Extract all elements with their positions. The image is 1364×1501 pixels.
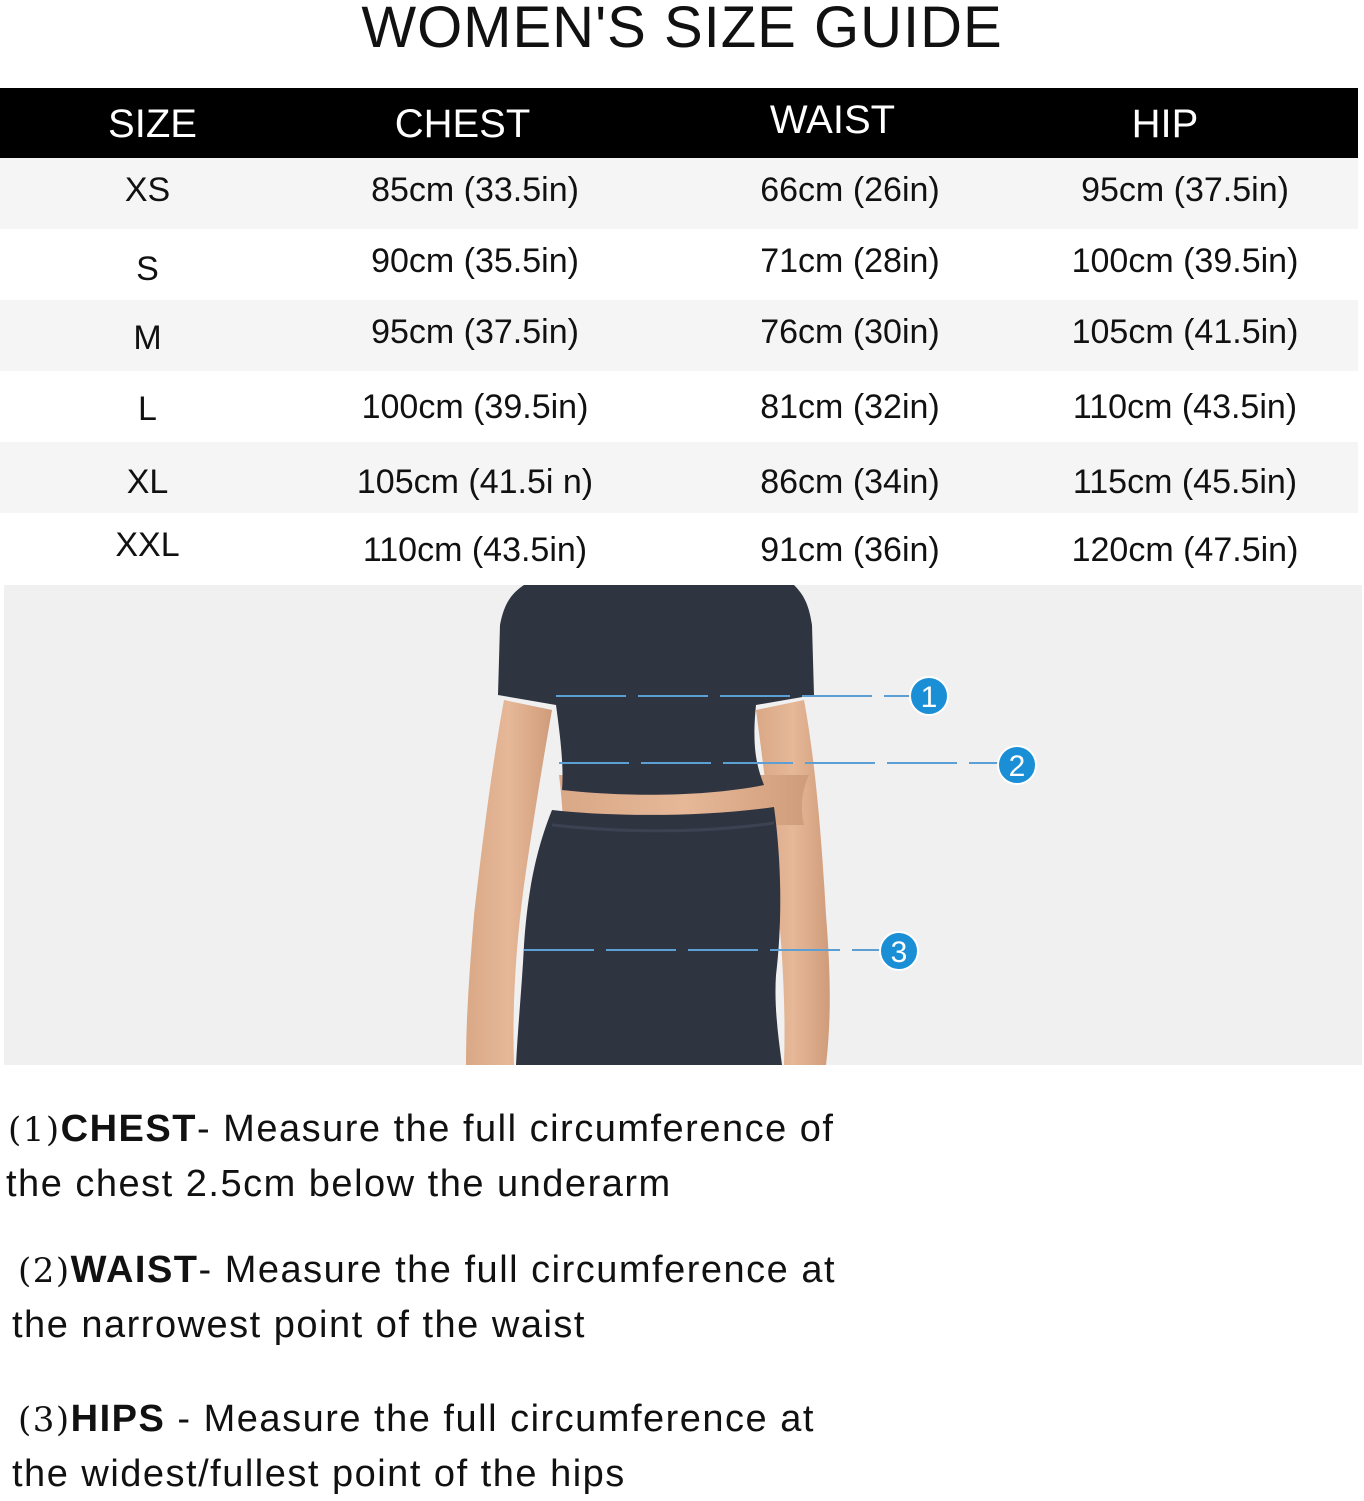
note-line2: the chest 2.5cm below the underarm — [6, 1163, 672, 1205]
hip-cell: 105cm (41.5in) — [1071, 313, 1299, 351]
page-title: WOMEN'S SIZE GUIDE — [361, 0, 1003, 60]
note-text: - Measure the full circumference of — [196, 1108, 835, 1150]
marker-2-label: 2 — [1008, 750, 1026, 783]
header-chest: CHEST — [394, 102, 531, 146]
table-row — [0, 158, 1358, 229]
note-line2: the widest/fullest point of the hips — [12, 1453, 626, 1495]
chest-note — [8, 1102, 1048, 1211]
leggings — [516, 807, 782, 1065]
waist-cell: 91cm (36in) — [760, 531, 940, 569]
size-cell: XL — [126, 463, 169, 501]
chest-cell: 100cm (39.5in) — [361, 388, 589, 426]
hip-cell: 115cm (45.5in) — [1072, 463, 1298, 501]
hip-cell: 120cm (47.5in) — [1071, 531, 1299, 569]
hip-cell: 100cm (39.5in) — [1071, 242, 1299, 280]
hip-cell: 95cm (37.5in) — [1081, 171, 1289, 209]
waist-marker — [998, 746, 1036, 784]
note-key: HIPS — [70, 1398, 166, 1440]
hips-note — [8, 1392, 1048, 1501]
chest-cell: 105cm (41.5i n) — [356, 463, 594, 501]
waist-cell: 66cm (26in) — [760, 171, 940, 209]
header-size: SIZE — [108, 102, 197, 146]
header-waist: WAIST — [769, 98, 896, 142]
note-text: - Measure the full circumference at — [165, 1398, 815, 1440]
note-key: WAIST — [70, 1249, 199, 1291]
waist-cell: 86cm (34in) — [760, 463, 940, 501]
size-cell: M — [133, 319, 162, 357]
header-hip: HIP — [1131, 102, 1199, 146]
measurement-figure — [4, 585, 1362, 1065]
waist-note — [8, 1243, 1048, 1352]
size-cell: XXL — [115, 526, 180, 564]
hip-cell: 110cm (43.5in) — [1072, 388, 1298, 426]
marker-1-label: 1 — [920, 681, 938, 714]
hip-marker — [880, 932, 918, 970]
note-key: CHEST — [60, 1108, 197, 1150]
waist-cell: 76cm (30in) — [760, 313, 940, 351]
note-text: - Measure the full circumference at — [198, 1249, 837, 1291]
chest-cell: 85cm (33.5in) — [371, 171, 579, 209]
size-cell: L — [138, 390, 157, 428]
table-row — [0, 300, 1358, 371]
chest-cell: 110cm (43.5in) — [362, 531, 588, 569]
note-number: (3) — [18, 1400, 71, 1440]
chest-marker — [910, 677, 948, 715]
waist-cell: 71cm (28in) — [760, 242, 940, 280]
table-row — [0, 442, 1358, 513]
note-number: (2) — [18, 1251, 71, 1291]
note-number: (1) — [8, 1110, 61, 1150]
chest-cell: 90cm (35.5in) — [371, 242, 579, 280]
table-row — [0, 229, 1358, 300]
size-cell: XS — [124, 171, 171, 209]
table-row — [0, 371, 1358, 442]
table-header — [0, 88, 1358, 158]
table-row — [0, 513, 1358, 584]
waist-cell: 81cm (32in) — [760, 388, 940, 426]
marker-3-label: 3 — [890, 936, 908, 969]
size-cell: S — [136, 250, 159, 288]
model-illustration — [4, 585, 1362, 1065]
chest-cell: 95cm (37.5in) — [371, 313, 579, 351]
note-line2: the narrowest point of the waist — [12, 1304, 586, 1346]
